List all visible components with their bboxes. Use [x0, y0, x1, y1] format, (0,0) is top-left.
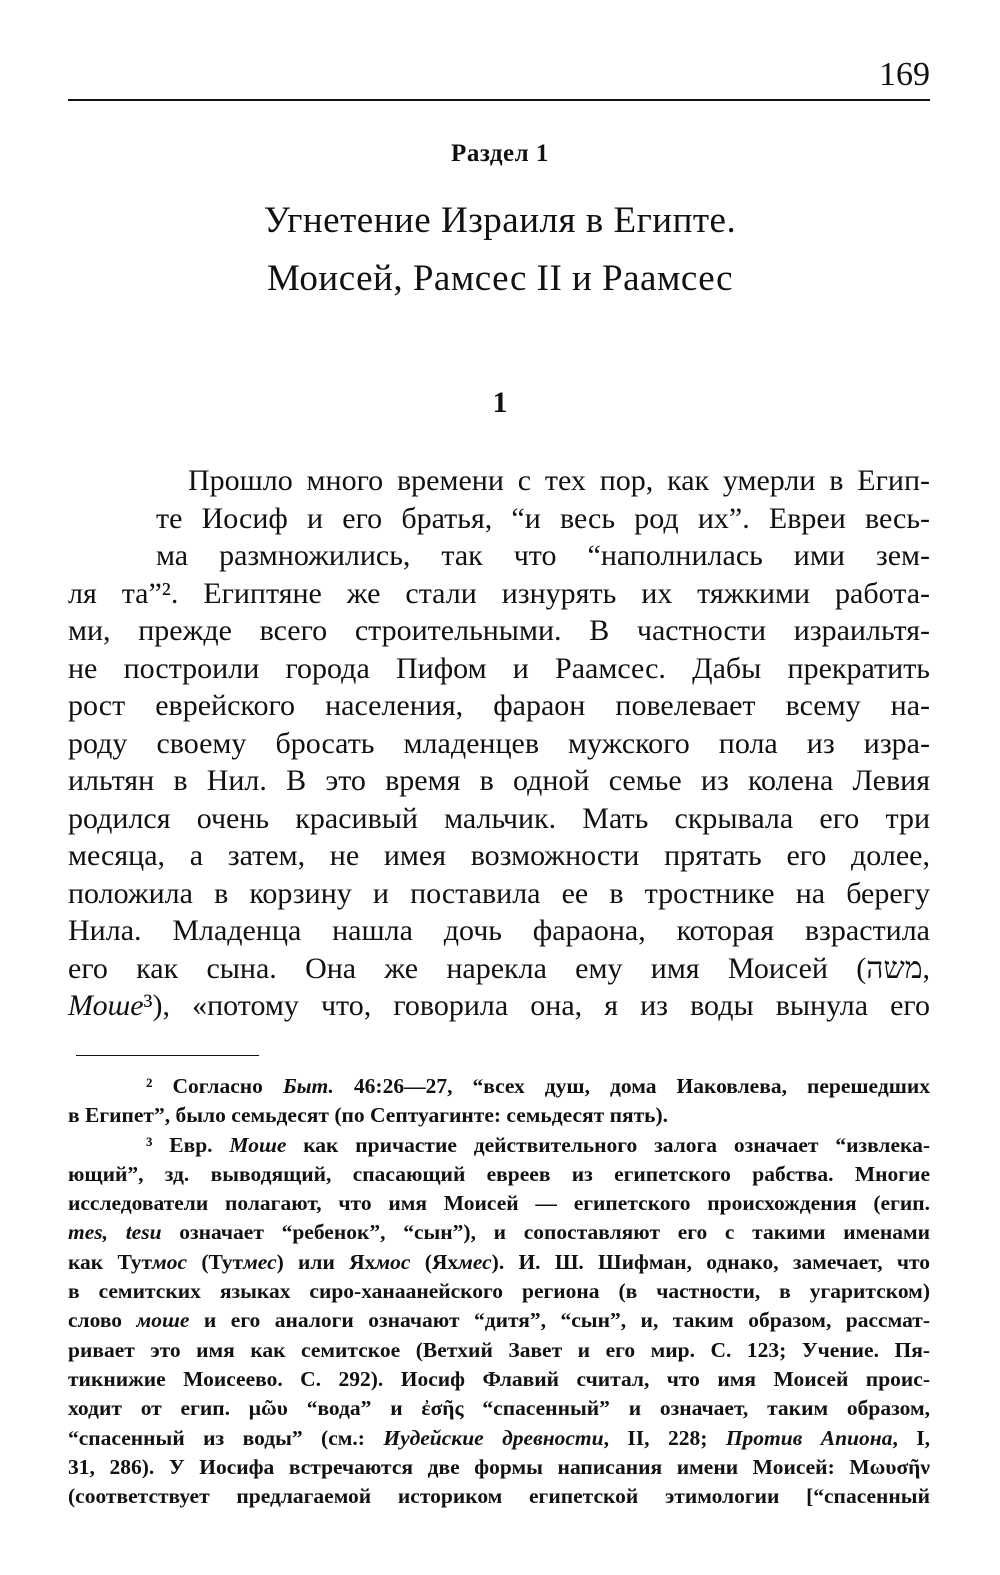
- footnote-line: 31, 286). У Иосифа встречаются две формы написания имени Моисей: Μωυσῆν: [68, 1454, 930, 1479]
- footnote-line: [68, 1131, 930, 1160]
- footnote-part: ). И. Ш. Шифман, однако, замечает, что: [491, 1249, 931, 1274]
- footnote-part: моше: [136, 1308, 190, 1333]
- body-line: месяца, а затем, не имея возможности прятать его долее,: [68, 839, 930, 872]
- page-number: 169: [879, 56, 930, 93]
- body-line: не построили города Пифом и Раамсес. Дабы прекратить: [68, 651, 930, 685]
- footnote-part: мос: [152, 1249, 188, 1274]
- body-line-part: . Египтяне же стали изнурять их тяжкими работа-: [170, 576, 930, 610]
- footnote-part: и его аналоги означают “дитя”, “сын”, и, таким образом, рассмат-: [203, 1308, 930, 1333]
- footnote-line: в Египет”, было семьдесят (по Септуагинте: семьдесят пять).: [68, 1103, 669, 1128]
- body-line: те Иосиф и его братья, “и весь род их”. Евреи весь-: [156, 501, 930, 535]
- body-line: Нила. Младенца нашла дочь фараона, которая взрастила: [68, 914, 930, 947]
- body-line: рост еврейского населения, фараон повелевает всему на-: [68, 689, 930, 722]
- body-line: ильтян в Нил. В это время в одной семье из колена Левия: [68, 764, 930, 797]
- footnote-part: ³ Евр.: [146, 1132, 213, 1157]
- footnote-rule: [76, 1055, 259, 1056]
- body-line: его как сына. Она же нарекла ему имя Моисей (משה,: [68, 951, 930, 985]
- footnote-part: Быт.: [282, 1074, 334, 1098]
- footnote-part: , I,: [892, 1425, 931, 1450]
- body-line-part: Моше: [68, 989, 144, 1022]
- footnote-line: [68, 1248, 930, 1277]
- section-label: Раздел 1: [451, 140, 549, 167]
- footnote-part: , II, 228;: [603, 1425, 708, 1450]
- body-line-part: ³), «потому что, говорила она, я из воды вынула его: [143, 989, 930, 1022]
- footnote-part: ) или Ях: [276, 1249, 376, 1274]
- footnote-line: [68, 1072, 930, 1101]
- body-line: ми, прежде всего строительными. В частности израильтя-: [68, 614, 930, 647]
- section-title-line-2: Моисей, Рамсес II и Раамсес: [266, 258, 734, 299]
- footnotes: [68, 1072, 930, 1511]
- footnote-part: слово: [68, 1308, 123, 1333]
- body-line: роду своему бросать младенцев мужского пола из изра-: [68, 726, 930, 760]
- footnote-line: [68, 1218, 930, 1247]
- chapter-number: 1: [492, 386, 508, 419]
- footnote-line: [68, 1424, 930, 1453]
- footnote-part: Против Апиона: [725, 1425, 893, 1450]
- footnote-part: mes, tesu: [68, 1220, 162, 1245]
- footnote-line: ющий”, зд. выводящий, спасающий евреев из египетского рабства. Многие: [68, 1161, 930, 1186]
- footnote-part: ² Согласно: [146, 1074, 263, 1098]
- footnote-part: как причастие действительного залога означает “извлека-: [303, 1132, 930, 1157]
- footnote-part: (Ях: [410, 1249, 459, 1274]
- footnote-part: “спасенный из воды” (см.:: [68, 1425, 365, 1450]
- body-line: Прошло много времени с тех пор, как умерли в Егип-: [188, 464, 930, 497]
- body-line-part: ля та”²: [68, 576, 171, 610]
- body-line: родился очень красивый мальчик. Мать скрывала его три: [68, 801, 930, 835]
- footnote-part: мес: [458, 1249, 492, 1274]
- footnote-part: как Тут: [68, 1249, 153, 1274]
- body-line: [68, 575, 930, 613]
- footnote-part: означает “ребенок”, “сын”), и сопоставляют его с такими именами: [179, 1220, 930, 1245]
- section-title-line-1: Угнетение Израиля в Египте.: [263, 200, 737, 241]
- footnote-line: в семитских языках сиро-ханаанейского региона (в частности, в угаритском): [68, 1279, 930, 1304]
- body-line: [68, 987, 930, 1025]
- header-rule: [68, 99, 930, 101]
- footnote-line: исследователи полагают, что имя Моисей — египетского происхождения (егип.: [68, 1191, 930, 1216]
- body-text: [68, 462, 930, 1025]
- footnote-line: [68, 1306, 930, 1335]
- footnote-line: ходит от егип. μῶυ “вода” и ἐσῆς “спасенный” и означает, таким образом,: [68, 1396, 930, 1421]
- footnote-part: 46:26—27, “всех душ, дома Иаковлева, перешедших: [353, 1074, 930, 1098]
- footnote-line: (соответствует предлагаемой историком египетской этимологии [“спасенный: [68, 1484, 930, 1509]
- footnote-part: мос: [375, 1249, 411, 1274]
- footnote-line: ривает это имя как семитское (Ветхий Завет и его мир. С. 123; Учение. Пя-: [68, 1337, 930, 1362]
- footnote-part: мес: [243, 1249, 277, 1274]
- footnote-part: (Тут: [187, 1249, 244, 1274]
- body-line: положила в корзину и поставила ее в тростнике на берегу: [68, 876, 930, 910]
- footnote-line: тикнижие Моисеево. С. 292). Иосиф Флавий считал, что имя Моисей проис-: [68, 1366, 930, 1391]
- footnote-part: Иудейские древности: [383, 1425, 604, 1450]
- section-title: [0, 192, 1000, 308]
- footnote-part: Моше: [229, 1132, 287, 1157]
- body-line: ма размножились, так что “наполнилась ими зем-: [156, 539, 930, 572]
